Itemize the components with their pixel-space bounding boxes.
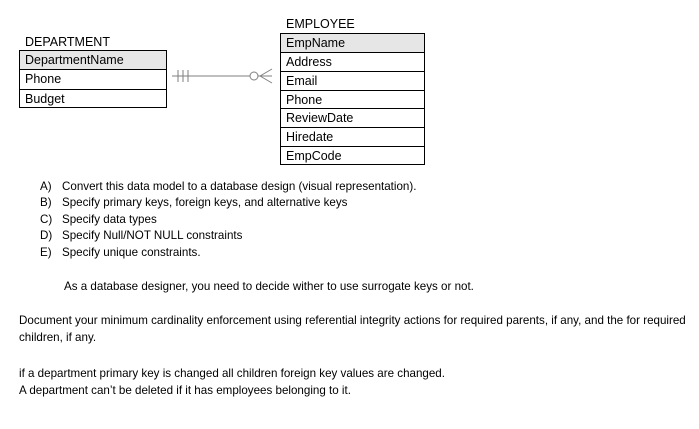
cardinality-note: Document your minimum cardinality enforcement using referential integrity actions for required parents, if any, and the for required children, if any.: [19, 314, 686, 344]
department-attribute: Phone: [25, 72, 62, 86]
list-item-letter: D): [40, 229, 53, 243]
employee-attribute: Address: [286, 54, 332, 69]
list-item-text: Convert this data model to a database design (visual representation).: [62, 180, 417, 193]
list-item: [40, 228, 416, 244]
employee-attribute: EmpCode: [281, 146, 424, 165]
list-item-letter: C): [40, 212, 53, 226]
list-item-text: Specify primary keys, foreign keys, and alternative keys: [62, 196, 348, 210]
employee-entity: [280, 33, 425, 165]
surrogate-note: As a database designer, you need to decide wither to use surrogate keys or not.: [64, 280, 474, 293]
employee-attribute: Hiredate: [281, 127, 424, 146]
list-item-text: Specify data types: [62, 212, 157, 226]
list-item: [40, 195, 416, 211]
department-entity-title: DEPARTMENT: [25, 35, 110, 49]
employee-attribute: Phone: [281, 90, 424, 109]
employee-attribute: EmpName: [281, 34, 424, 53]
crows-foot-icon: [260, 69, 272, 76]
relationship-line: [168, 64, 280, 88]
list-item-letter: A): [40, 180, 52, 193]
list-item-letter: E): [40, 245, 52, 259]
employee-entity-title: EMPLOYEE: [286, 17, 355, 31]
list-item-text: Specify unique constraints.: [62, 245, 201, 259]
list-item: [40, 212, 416, 228]
answer-line: if a department primary key is changed all children foreign key values are changed.: [19, 367, 445, 380]
requirements-list: [40, 179, 416, 261]
list-item-text: Specify Null/NOT NULL constraints: [62, 229, 243, 243]
employee-attribute: ReviewDate: [281, 108, 424, 127]
list-item: [40, 245, 416, 261]
department-attribute: Budget: [20, 89, 166, 108]
answer-line: A department can’t be deleted if it has employees belonging to it.: [19, 384, 351, 397]
crows-foot-icon: [260, 76, 272, 83]
department-entity: [19, 50, 167, 108]
list-item-letter: B): [40, 196, 52, 210]
optional-circle-icon: [250, 72, 258, 80]
department-attribute: DepartmentName: [20, 51, 166, 70]
employee-attribute: Email: [281, 71, 424, 90]
list-item: [40, 179, 416, 195]
